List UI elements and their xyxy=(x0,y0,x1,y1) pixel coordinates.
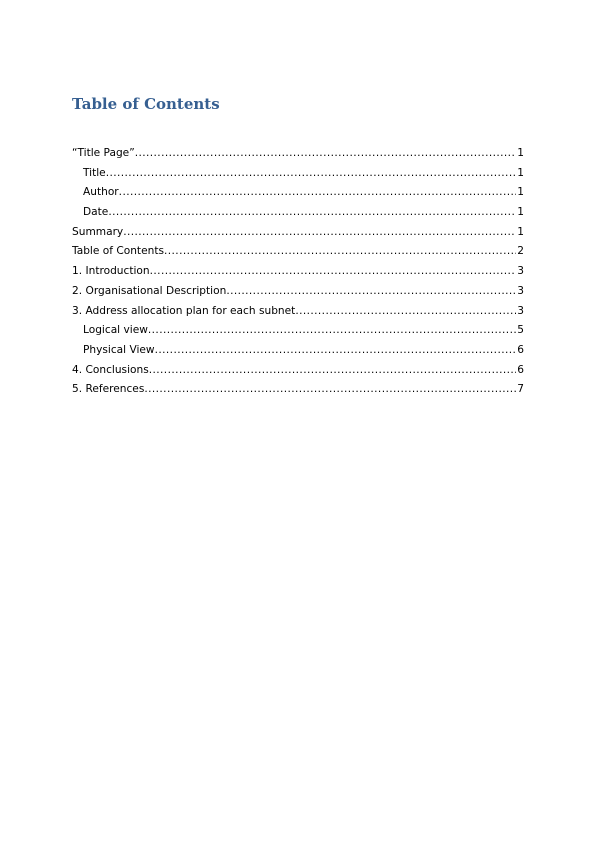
toc-entry-date[interactable] xyxy=(72,203,524,223)
toc-entry-address-allocation-plan[interactable] xyxy=(72,302,524,322)
toc-entry-introduction[interactable] xyxy=(72,262,524,282)
toc-entry-page-number: 6 xyxy=(517,343,524,356)
toc-entry-logical-view[interactable] xyxy=(72,321,524,341)
toc-entry-page-number: 7 xyxy=(517,383,524,396)
toc-entry-page-number: 1 xyxy=(517,225,524,238)
toc-entry-organisational-description[interactable] xyxy=(72,282,524,302)
toc-entry-author[interactable] xyxy=(72,183,524,203)
dot-leader xyxy=(150,262,517,282)
dot-leader xyxy=(148,321,516,341)
dot-leader xyxy=(295,302,516,322)
dot-leader xyxy=(226,282,516,302)
toc-entry-label: 1. Introduction xyxy=(72,265,150,278)
toc-entry-page-number: 1 xyxy=(517,147,524,159)
dot-leader xyxy=(106,164,517,184)
toc-heading: Table of Contents xyxy=(72,95,220,113)
toc-entry-page-number: 2 xyxy=(517,245,524,258)
toc-entry-label: Summary xyxy=(72,225,124,238)
toc-entry-conclusions[interactable] xyxy=(72,361,524,381)
toc-list xyxy=(72,144,524,400)
dot-leader xyxy=(144,380,516,400)
toc-entry-page-number: 5 xyxy=(517,324,524,337)
toc-entry-page-number: 6 xyxy=(517,363,524,376)
toc-entry-label: 2. Organisational Description xyxy=(72,284,227,297)
toc-entry-references[interactable] xyxy=(72,380,524,400)
toc-entry-page-number: 1 xyxy=(517,206,524,219)
toc-entry-label: Physical View xyxy=(83,343,155,356)
toc-entry-label: Table of Contents xyxy=(72,245,164,258)
toc-entry-page-number: 1 xyxy=(517,166,524,179)
dot-leader xyxy=(135,144,517,164)
toc-entry-label: Date xyxy=(83,206,109,219)
toc-entry-label: Author xyxy=(83,186,119,199)
toc-entry-physical-view[interactable] xyxy=(72,341,524,361)
toc-entry-page-number: 3 xyxy=(517,265,524,278)
toc-entry-table-of-contents[interactable] xyxy=(72,242,524,262)
toc-entry-label: Logical view xyxy=(83,324,148,337)
toc-entry-summary[interactable] xyxy=(72,223,524,243)
toc-entry-page-number: 1 xyxy=(517,186,524,199)
toc-entry-page-number: 3 xyxy=(517,304,524,317)
toc-entry-title-page[interactable] xyxy=(72,144,524,164)
toc-entry-label: 4. Conclusions xyxy=(72,363,149,376)
toc-entry-page-number: 3 xyxy=(517,284,524,297)
dot-leader xyxy=(123,223,516,243)
dot-leader xyxy=(108,203,516,223)
toc-entry-label: 5. References xyxy=(72,383,145,396)
dot-leader xyxy=(164,242,516,262)
toc-entry-label: “Title Page” xyxy=(72,147,135,159)
toc-entry-title[interactable] xyxy=(72,164,524,184)
dot-leader xyxy=(119,183,517,203)
toc-entry-label: Title xyxy=(83,166,106,179)
dot-leader xyxy=(149,361,517,381)
dot-leader xyxy=(155,341,517,361)
toc-entry-label: 3. Address allocation plan for each subnet xyxy=(72,304,296,317)
